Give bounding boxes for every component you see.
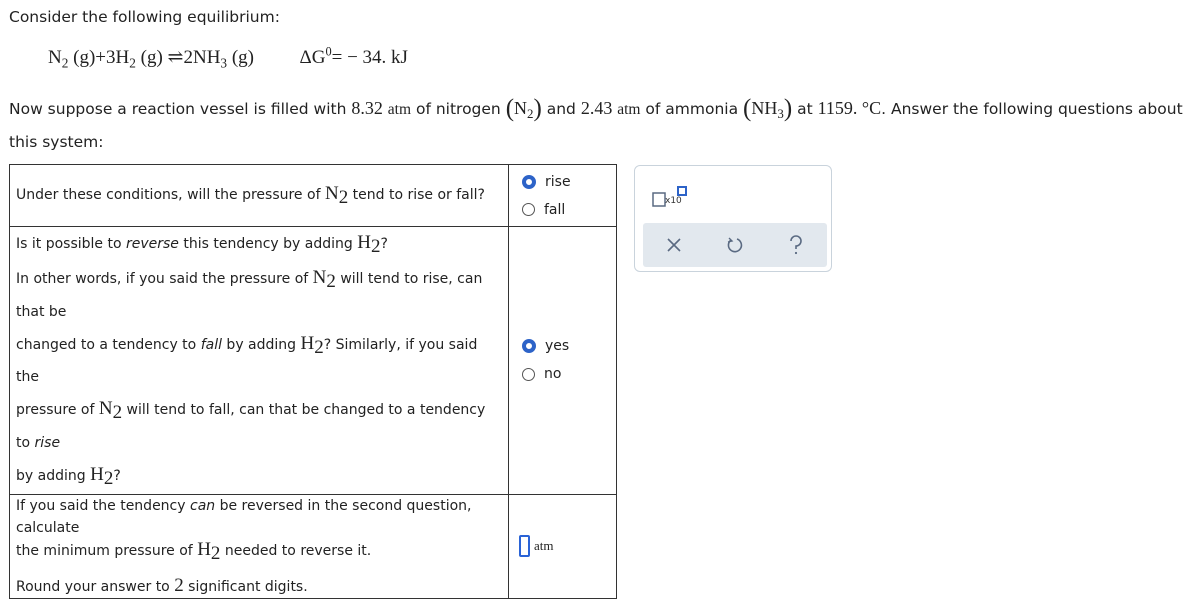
pressure-answer-input[interactable] (519, 535, 530, 557)
eq-nh3-phase: (g) (231, 47, 254, 68)
q1-text: Under these conditions, will the pressure of (16, 186, 325, 203)
toolbar-actions (643, 223, 827, 267)
q3-chem-sub: 2 (210, 542, 221, 564)
q2-emphasis: fall (200, 336, 222, 353)
eq-nh3-sub: 3 (220, 55, 228, 71)
question-1-answers (509, 165, 617, 227)
q2-text: pressure of (16, 402, 99, 419)
q2-text: by adding (16, 468, 91, 485)
q1-chem: N (324, 182, 339, 204)
q2-line (16, 459, 502, 494)
q3-text: Round your answer to (16, 578, 175, 595)
q3-line (16, 495, 502, 539)
question-1-text (10, 165, 509, 227)
q2-chem: N (98, 398, 113, 420)
radio-selected-icon[interactable] (522, 175, 536, 189)
eq-n2: N (48, 47, 62, 68)
paren: ) (533, 95, 542, 122)
q3-line (16, 539, 502, 565)
q2-text: Is it possible to (16, 236, 126, 252)
q2-text: will tend to rise, can that be (16, 270, 483, 320)
desc-text: Now suppose a reaction vessel is filled with (9, 100, 352, 118)
q2-line (16, 227, 502, 262)
q2-chem-sub: 2 (326, 270, 336, 292)
q2-chem: N (312, 266, 327, 288)
question-2-text (10, 227, 509, 495)
help-icon[interactable] (782, 231, 810, 259)
q2-emphasis: reverse (125, 236, 179, 252)
q3-emphasis: can (190, 497, 216, 514)
radio-label: rise (545, 173, 571, 190)
q2-chem-sub: 2 (103, 467, 114, 489)
eq-nh3: 2NH (183, 47, 221, 68)
paren: ) (783, 95, 793, 122)
q2-chem: H (300, 332, 315, 354)
eq-h2: +3H (95, 47, 130, 68)
paren: ( (505, 95, 515, 122)
nitrogen-sub: 2 (527, 106, 534, 122)
eq-delta-g: ΔG (299, 47, 326, 68)
radio-selected-icon[interactable] (522, 339, 536, 353)
q2-text: ? (113, 468, 121, 485)
q2-text: In other words, if you said the pressure of (16, 270, 313, 287)
ammonia-sub: 3 (777, 106, 784, 122)
q3-sigfigs: 2 (174, 574, 184, 596)
times-ten-button[interactable] (652, 186, 692, 214)
radio-label: fall (544, 201, 566, 218)
q1-chem-sub: 2 (338, 186, 349, 208)
radio-empty-icon[interactable] (522, 368, 535, 381)
q2-text: this tendency by adding (178, 236, 358, 252)
desc-text: . Answer the following questions about this system: (9, 100, 1183, 152)
eq-delta-g-sup: 0 (325, 44, 332, 59)
radio-yes[interactable] (522, 332, 616, 360)
eq-h2-phase: (g) (140, 47, 163, 68)
q3-text: If you said the tendency (16, 497, 190, 514)
question-table (9, 164, 617, 599)
question-2-answers (509, 227, 617, 495)
question-3-answer (509, 494, 617, 598)
q2-text: will tend to fall, can that be changed to a tendency to (16, 402, 486, 452)
x10-label: x10 (665, 196, 682, 206)
equilibrium-arrow-icon: ⇌ (167, 47, 184, 68)
ammonia-pressure: 2.43 (580, 98, 613, 118)
radio-rise[interactable] (522, 168, 616, 196)
q3-text: be reversed in the second question, calculate (16, 497, 472, 536)
problem-description (9, 94, 1194, 157)
q2-text: changed to a tendency to (16, 336, 201, 353)
q2-line (16, 393, 502, 459)
q1-text: tend to rise or fall? (348, 186, 485, 203)
close-icon[interactable] (660, 231, 688, 259)
q2-line (16, 262, 502, 328)
q2-emphasis: rise (34, 435, 61, 452)
q3-text: the minimum pressure of (16, 542, 198, 559)
answer-unit: atm (534, 538, 554, 554)
q2-chem-sub: 2 (112, 402, 123, 424)
radio-label: no (544, 366, 562, 383)
q3-chem: H (197, 538, 211, 560)
question-row-1 (10, 165, 617, 227)
nitrogen-pressure: 8.32 (351, 98, 383, 118)
equilibrium-equation (48, 46, 408, 69)
q2-chem: H (357, 232, 371, 253)
radio-fall[interactable] (522, 196, 616, 224)
desc-text: and (541, 100, 581, 118)
prompt-title: Consider the following equilibrium: (9, 8, 280, 26)
paren: ( (743, 95, 752, 122)
eq-delta-g-value: = − 34. kJ (331, 47, 408, 68)
q2-text: ? Similarly, if you said the (16, 336, 478, 386)
desc-text: at (792, 100, 818, 118)
undo-icon[interactable] (721, 231, 749, 259)
math-toolbar-panel (634, 165, 832, 272)
q2-chem: H (90, 464, 104, 486)
nitrogen-formula: N (514, 98, 528, 118)
question-row-3 (10, 494, 617, 598)
temperature: 1159. °C (817, 98, 882, 118)
question-3-text (10, 494, 509, 598)
nitrogen-unit: atm (387, 101, 412, 118)
q3-text: needed to reverse it. (220, 542, 372, 559)
q3-text: significant digits. (183, 578, 308, 595)
q3-line (16, 575, 502, 598)
desc-text: of ammonia (640, 100, 744, 118)
ammonia-unit: atm (617, 101, 641, 118)
q2-chem-sub: 2 (314, 336, 324, 358)
eq-h2-sub: 2 (129, 55, 136, 71)
eq-n2-sub: 2 (61, 55, 69, 71)
radio-label: yes (545, 338, 570, 355)
q2-chem-sub: 2 (370, 235, 381, 257)
radio-no[interactable] (522, 360, 616, 388)
ammonia-formula: NH (751, 98, 778, 118)
question-row-2 (10, 227, 617, 495)
q2-line (16, 328, 502, 394)
q2-text: by adding (221, 336, 301, 353)
radio-empty-icon[interactable] (522, 203, 535, 216)
desc-text: of nitrogen (411, 100, 506, 118)
q2-text: ? (380, 236, 388, 252)
eq-n2-phase: (g) (73, 47, 96, 68)
